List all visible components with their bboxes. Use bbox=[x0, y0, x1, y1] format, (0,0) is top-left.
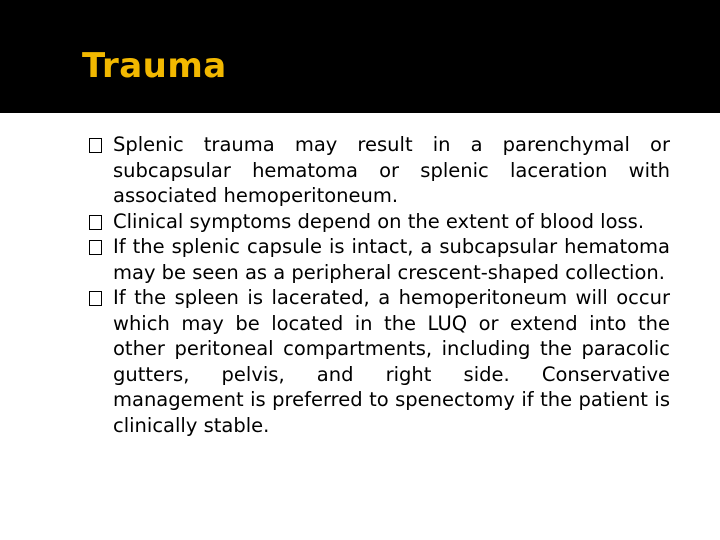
bullet-list bbox=[88, 132, 670, 438]
square-bullet-icon bbox=[89, 215, 102, 230]
slide-title: Trauma bbox=[82, 46, 227, 86]
bullet-item bbox=[88, 285, 670, 438]
bullet-text: If the splenic capsule is intact, a subcapsular hematoma may be seen as a peripheral crescent-shaped collection. bbox=[113, 235, 670, 284]
square-bullet-icon bbox=[89, 240, 102, 255]
square-bullet-icon bbox=[89, 291, 102, 306]
bullet-item bbox=[88, 209, 670, 235]
bullet-text: If the spleen is lacerated, a hemoperitoneum will occur which may be located in the LUQ or extend into the other peritoneal compartments, including the paracolic gutters, pelvis, and right side. Conservative management is preferred to spenectomy if the patient is clinically stable. bbox=[113, 286, 670, 437]
bullet-item bbox=[88, 234, 670, 285]
bullet-text: Clinical symptoms depend on the extent of blood loss. bbox=[113, 209, 645, 233]
bullet-text: Splenic trauma may result in a parenchymal or subcapsular hematoma or splenic laceration with associated hemoperitoneum. bbox=[113, 133, 670, 207]
title-bar bbox=[0, 0, 720, 113]
square-bullet-icon bbox=[89, 138, 102, 153]
bullet-item bbox=[88, 132, 670, 209]
